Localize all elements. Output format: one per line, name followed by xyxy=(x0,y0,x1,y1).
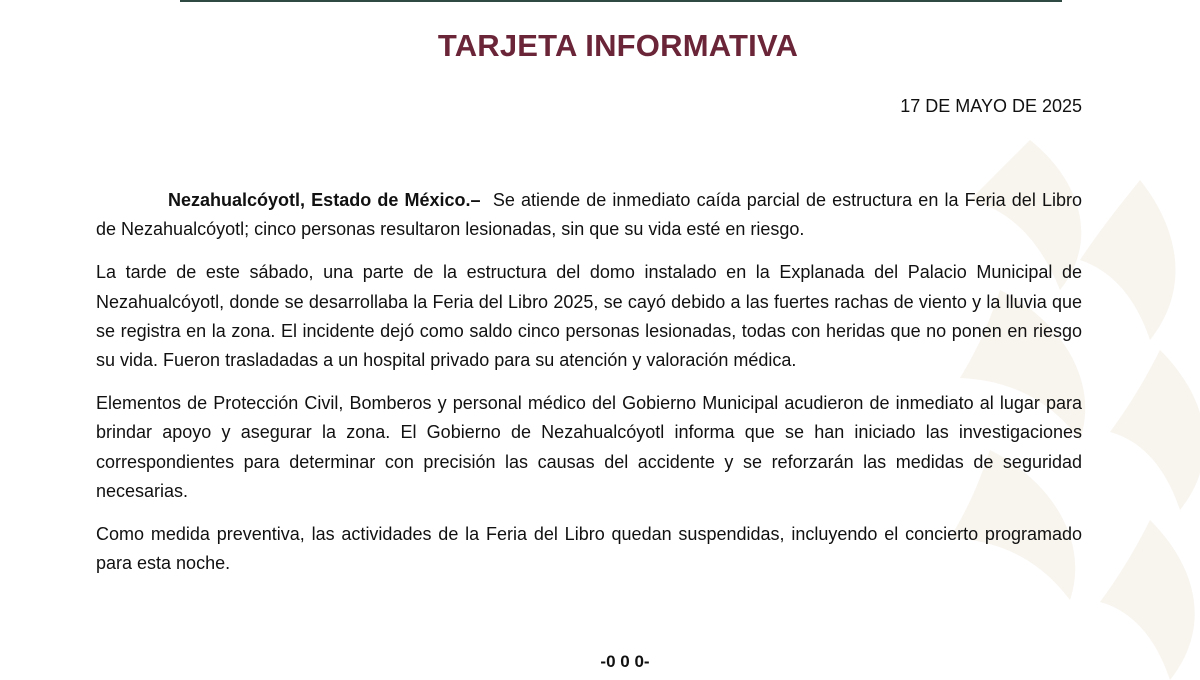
lead-location: Nezahualcóyotl, Estado de México.– xyxy=(168,190,481,210)
top-divider xyxy=(180,0,1062,2)
paragraph-suspension: Como medida preventiva, las actividades de la Feria del Libro quedan suspendidas, incluyendo el concierto programado para esta noche. xyxy=(96,524,1082,574)
lead-text: Se atiende de inmediato caída parcial de estructura en la Feria del Libro de Nezahualcóyotl; cinco personas resultaron lesionadas, sin que su vida esté en riesgo. xyxy=(96,190,1082,240)
page-title: TARJETA INFORMATIVA xyxy=(437,28,799,63)
document-body xyxy=(96,186,1082,592)
paragraph-response: Elementos de Protección Civil, Bomberos y personal médico del Gobierno Municipal acudieron de inmediato al lugar para brindar apoyo y asegurar la zona. El Gobierno de Nezahualcóyotl informa que se han iniciado las investigaciones correspondientes para determinar con precisión las causas del accidente y se reforzarán las medidas de seguridad necesarias. xyxy=(96,393,1082,501)
lead-paragraph xyxy=(96,186,1082,244)
paragraph-incident: La tarde de este sábado, una parte de la estructura del domo instalado en la Explanada del Palacio Municipal de Nezahualcóyotl, donde se desarrollaba la Feria del Libro 2025, se cayó debido a las fuertes rachas de viento y la lluvia que se registra en la zona. El incidente dejó como saldo cinco personas lesionadas, todas con heridas que no ponen en riesgo su vida. Fueron trasladadas a un hospital privado para su atención y valoración médica. xyxy=(96,262,1082,371)
document-date: 17 DE MAYO DE 2025 xyxy=(900,96,1082,116)
closing-mark: -0 0 0- xyxy=(600,652,650,671)
